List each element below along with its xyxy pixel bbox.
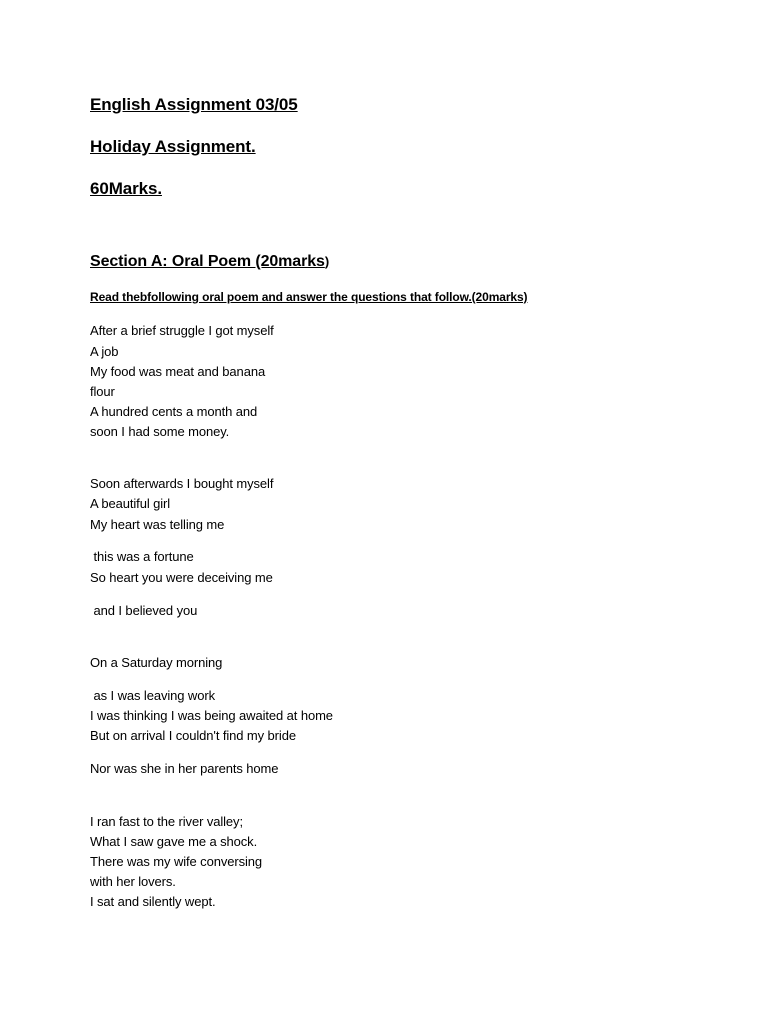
poem-line: flour bbox=[90, 384, 115, 399]
poem-line: But on arrival I couldn't find my bride bbox=[90, 728, 296, 743]
assignment-title: English Assignment 03/05 bbox=[90, 95, 298, 114]
section-heading-text: Section A: Oral Poem (20marks bbox=[90, 253, 325, 270]
poem-line: So heart you were deceiving me bbox=[90, 570, 273, 585]
poem-line: soon I had some money. bbox=[90, 424, 230, 439]
poem-line: A job bbox=[90, 344, 119, 359]
poem-line: Nor was she in her parents home bbox=[90, 761, 279, 776]
assignment-subtitle: Holiday Assignment. bbox=[90, 137, 256, 156]
poem-line: My food was meat and banana bbox=[90, 364, 266, 379]
poem-line: and I believed you bbox=[90, 603, 198, 618]
poem-line: this was a fortune bbox=[90, 549, 194, 564]
poem-line: with her lovers. bbox=[90, 874, 176, 889]
section-heading-close: ) bbox=[324, 254, 330, 269]
poem-line: What I saw gave me a shock. bbox=[90, 834, 258, 849]
poem-line: I ran fast to the river valley; bbox=[90, 814, 243, 829]
poem-line: Soon afterwards I bought myself bbox=[90, 476, 274, 491]
poem-line: My heart was telling me bbox=[90, 517, 225, 532]
poem-line: as I was leaving work bbox=[90, 688, 215, 703]
poem-line: A beautiful girl bbox=[90, 496, 171, 511]
poem-line: After a brief struggle I got myself bbox=[90, 323, 274, 338]
poem-line: There was my wife conversing bbox=[90, 854, 263, 869]
section-heading bbox=[90, 253, 329, 271]
poem-line: On a Saturday morning bbox=[90, 655, 223, 670]
poem-line: I was thinking I was being awaited at home bbox=[90, 708, 333, 723]
poem-line: A hundred cents a month and bbox=[90, 404, 258, 419]
poem-line: I sat and silently wept. bbox=[90, 894, 216, 909]
poem-instruction: Read thebfollowing oral poem and answer the questions that follow.(20marks) bbox=[90, 290, 528, 304]
total-marks: 60Marks. bbox=[90, 179, 162, 198]
